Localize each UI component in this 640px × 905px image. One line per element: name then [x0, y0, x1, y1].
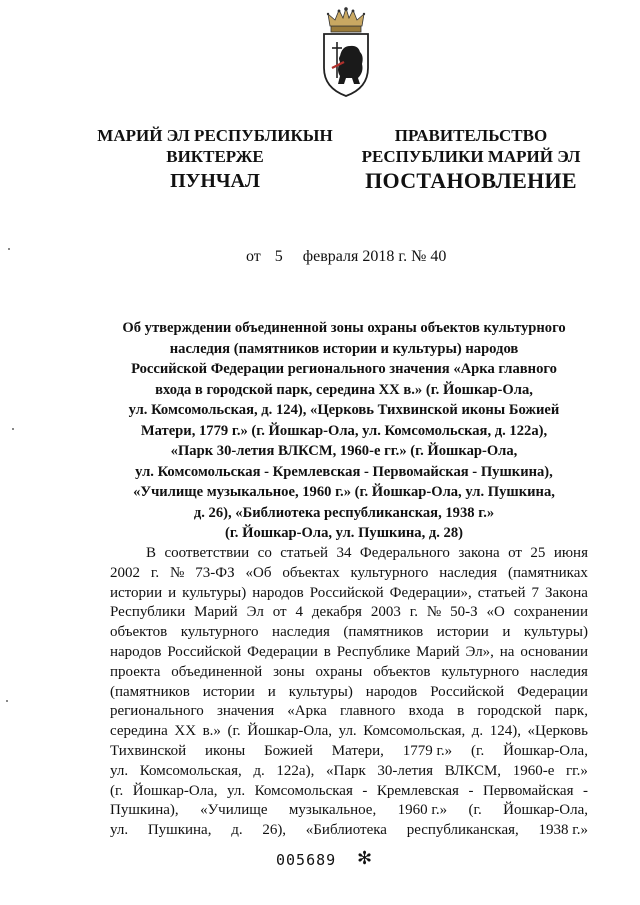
body-word: 124),	[489, 723, 521, 740]
body-word: Пушкина),	[110, 802, 179, 819]
body-word: 1960-е	[512, 762, 555, 779]
body-word: и	[168, 584, 177, 601]
body-line	[110, 564, 588, 584]
body-word: «Арка	[287, 703, 327, 720]
body-word: наследия	[439, 564, 498, 581]
body-word: на	[499, 643, 515, 660]
body-word: 1938 г.»	[538, 822, 588, 839]
title-line: ул. Комсомольская - Кремлевская - Первомайская - Пушкина),	[135, 463, 553, 480]
body-word: г.	[409, 604, 418, 621]
body-word: ул.	[110, 762, 129, 779]
body-word: Йошкар-Ола,	[132, 782, 218, 799]
body-word: Федерации»,	[389, 584, 472, 601]
body-line	[110, 584, 588, 604]
body-word: охраны	[315, 663, 363, 680]
body-word: 26),	[262, 822, 287, 839]
body-word: (памятниках	[508, 564, 588, 581]
body-word: культуры)	[182, 584, 247, 601]
body-word: 122а),	[276, 762, 315, 779]
body-word: от	[508, 545, 522, 561]
body-word: Йошкар-Ола,	[503, 802, 588, 819]
body-word: Йошкар-Ола,	[247, 723, 333, 740]
body-word: Федерации	[517, 683, 588, 700]
body-word: «О	[486, 604, 505, 621]
document-body	[110, 544, 588, 841]
body-word: объектов	[373, 663, 431, 680]
title-line: «Училище музыкальное, 1960 г.» (г. Йошкар-Ола, ул. Пушкина,	[133, 484, 555, 500]
body-word: народов	[365, 683, 418, 700]
body-word: культурного	[441, 663, 520, 680]
body-word: г.	[150, 564, 160, 581]
body-word: от	[272, 604, 287, 621]
body-word: ул.	[110, 822, 129, 839]
body-word: 25	[530, 545, 546, 561]
header-right-line-1: ПРАВИТЕЛЬСТВО	[394, 126, 548, 145]
body-line	[110, 623, 588, 643]
body-word: ул.	[338, 723, 357, 740]
body-word: Эл»,	[465, 643, 494, 660]
body-word: №	[170, 564, 185, 581]
body-word: в	[457, 703, 465, 720]
body-word: ул.	[227, 782, 246, 799]
body-word: народов	[252, 584, 304, 601]
body-word: истории	[202, 683, 255, 700]
body-word: Божией	[264, 742, 313, 759]
body-word: и	[502, 624, 511, 641]
title-line: Матери, 1779 г.» (г. Йошкар-Ола, ул. Комсомольская, д. 122а),	[140, 422, 548, 439]
body-word: в	[323, 643, 331, 660]
body-word: 30-летия	[377, 762, 434, 779]
body-word: 34	[336, 545, 352, 561]
header-left-line-2: ВИКТЕРЖЕ	[166, 147, 264, 166]
body-word: республиканская,	[406, 822, 519, 839]
body-word: статьей	[280, 545, 329, 561]
body-word: зоны	[273, 663, 305, 680]
body-word: д.	[231, 822, 243, 839]
body-word: истории	[110, 584, 163, 601]
body-word: Первомайская	[482, 782, 574, 799]
body-word: гг.»	[566, 762, 588, 779]
title-line: входа в городской парк, середина XX в.» (г. Йошкар-Ола,	[155, 381, 533, 398]
body-word: (г.	[468, 802, 482, 819]
header-left-block	[94, 125, 336, 167]
body-line	[110, 762, 588, 782]
body-line	[110, 801, 588, 821]
body-word: Марий	[194, 604, 238, 621]
body-word: истории	[436, 624, 489, 641]
body-word: Марий	[416, 643, 460, 660]
body-word: объединенной	[171, 663, 263, 680]
doc-type-mari: ПУНЧАЛ	[170, 170, 260, 192]
body-word: значения	[216, 703, 275, 720]
body-word: закона	[458, 545, 500, 561]
body-line	[110, 821, 588, 841]
body-word: со	[257, 545, 272, 561]
body-word: наследия	[272, 624, 330, 641]
body-line	[110, 722, 588, 742]
body-word: Пушкина,	[147, 822, 212, 839]
body-word: №	[426, 604, 442, 621]
body-line	[110, 702, 588, 722]
body-word: регионального	[110, 703, 204, 720]
body-line	[110, 742, 588, 762]
crown-icon	[327, 7, 365, 32]
body-line	[110, 663, 588, 683]
body-word: музыкальное,	[288, 802, 377, 819]
body-word: Комсомольская,	[363, 723, 466, 740]
coat-of-arms-emblem	[318, 6, 374, 98]
body-word: -	[362, 782, 368, 799]
header-right-block	[356, 125, 586, 167]
document-number: 40	[430, 248, 447, 265]
body-word: «Об	[245, 564, 272, 581]
body-word: (памятников	[343, 624, 424, 641]
body-word: главного	[340, 703, 396, 720]
body-word: «Библиотека	[305, 822, 387, 839]
body-line	[110, 782, 588, 802]
body-word: 2003	[370, 604, 401, 621]
document-title	[96, 318, 592, 544]
body-word: городской	[477, 703, 542, 720]
asterisk-mark-icon: ✻	[357, 848, 373, 868]
body-word: культуры)	[288, 683, 353, 700]
body-line	[110, 544, 588, 564]
body-word: (памятников	[110, 683, 190, 700]
body-word: 1960 г.»	[397, 802, 448, 819]
scan-speck	[8, 248, 10, 250]
body-word: 73-ФЗ	[195, 564, 235, 581]
body-word: в.»	[202, 723, 221, 740]
title-line: «Парк 30-летия ВЛКСМ, 1960-е гг.» (г. Йошкар-Ола,	[170, 443, 518, 459]
body-word: июня	[553, 545, 588, 561]
body-word: (г.	[227, 723, 241, 740]
title-line: д. 26), «Библиотека республиканская, 1938 г.»	[193, 504, 495, 521]
title-line: Российской Федерации регионального значения «Арка главного	[131, 361, 557, 377]
body-word: 4	[295, 604, 303, 621]
body-word: Российской	[309, 584, 384, 601]
body-word: Российской	[167, 643, 242, 660]
title-line: наследия (памятников истории и культуры) народов	[169, 340, 519, 357]
body-word: д.	[471, 723, 484, 740]
body-word: декабря	[311, 604, 362, 621]
body-word: (г.	[110, 782, 124, 799]
scan-speck	[6, 700, 8, 702]
body-word: наследия	[530, 663, 588, 680]
body-word: иконы	[205, 742, 246, 759]
body-word: Тихвинской	[110, 742, 187, 759]
header-right-line-2: РЕСПУБЛИКИ МАРИЙ ЭЛ	[361, 147, 581, 166]
body-word: 7	[531, 584, 539, 601]
title-line: (г. Йошкар-Ола, ул. Пушкина, д. 28)	[224, 525, 464, 541]
body-line	[110, 643, 588, 663]
body-word: «Церковь	[527, 723, 588, 740]
body-word: Закона	[545, 584, 588, 601]
body-word: сохранении	[513, 604, 588, 621]
body-word: 50-З	[450, 604, 478, 621]
body-word: Йошкар-Ола,	[503, 742, 588, 759]
body-word: «Парк	[325, 762, 366, 779]
body-line	[110, 683, 588, 703]
body-word: «Училище	[200, 802, 268, 819]
body-word: В	[146, 545, 157, 561]
body-word: основании	[520, 643, 588, 660]
body-word: -	[582, 782, 588, 799]
body-word: культурного	[180, 624, 259, 641]
body-word: XX	[174, 723, 197, 740]
body-word: входа	[408, 703, 444, 720]
body-word: культуры)	[523, 624, 588, 641]
body-word: Комсомольская	[254, 782, 353, 799]
body-line	[110, 603, 588, 623]
body-word: Кремлевская	[376, 782, 459, 799]
body-word: объектах	[282, 564, 340, 581]
document-date-line	[246, 248, 446, 266]
body-word: Федерального	[359, 545, 450, 561]
header-left-line-1: МАРИЙ ЭЛ РЕСПУБЛИКЫН	[97, 126, 333, 145]
body-word: 1779 г.»	[402, 742, 453, 759]
body-word: Республике	[336, 643, 411, 660]
date-day: 5	[274, 248, 283, 265]
date-month-year: февраля 2018 г. №	[302, 248, 427, 265]
body-word: объектов	[110, 624, 168, 641]
body-word: парк,	[554, 703, 588, 720]
title-line: Об утверждении объединенной зоны охраны объектов культурного	[122, 320, 566, 336]
body-word: соответствии	[164, 545, 250, 561]
body-word: Республики	[110, 604, 186, 621]
body-word: -	[468, 782, 474, 799]
serial-number: 005689	[276, 851, 337, 869]
date-prefix: от	[246, 248, 261, 265]
body-word: середина	[110, 723, 168, 740]
body-word: Федерации	[247, 643, 318, 660]
body-word: (г.	[471, 742, 485, 759]
body-word: д.	[253, 762, 265, 779]
body-word: ВЛКСМ,	[444, 762, 502, 779]
body-word: культурного	[350, 564, 429, 581]
body-word: Матери,	[331, 742, 384, 759]
doc-type-russian: ПОСТАНОВЛЕНИЕ	[365, 168, 577, 193]
body-word: 2002	[110, 564, 140, 581]
body-word: Российской	[430, 683, 505, 700]
title-line: ул. Комсомольская, д. 124), «Церковь Тихвинской иконы Божией	[128, 402, 560, 418]
scan-speck	[12, 428, 14, 430]
body-word: Эл	[246, 604, 264, 621]
body-word: проекта	[110, 663, 161, 680]
body-word: и	[267, 683, 276, 700]
body-word: народов	[110, 643, 162, 660]
body-word: статьей	[477, 584, 526, 601]
body-word: Комсомольская,	[139, 762, 242, 779]
